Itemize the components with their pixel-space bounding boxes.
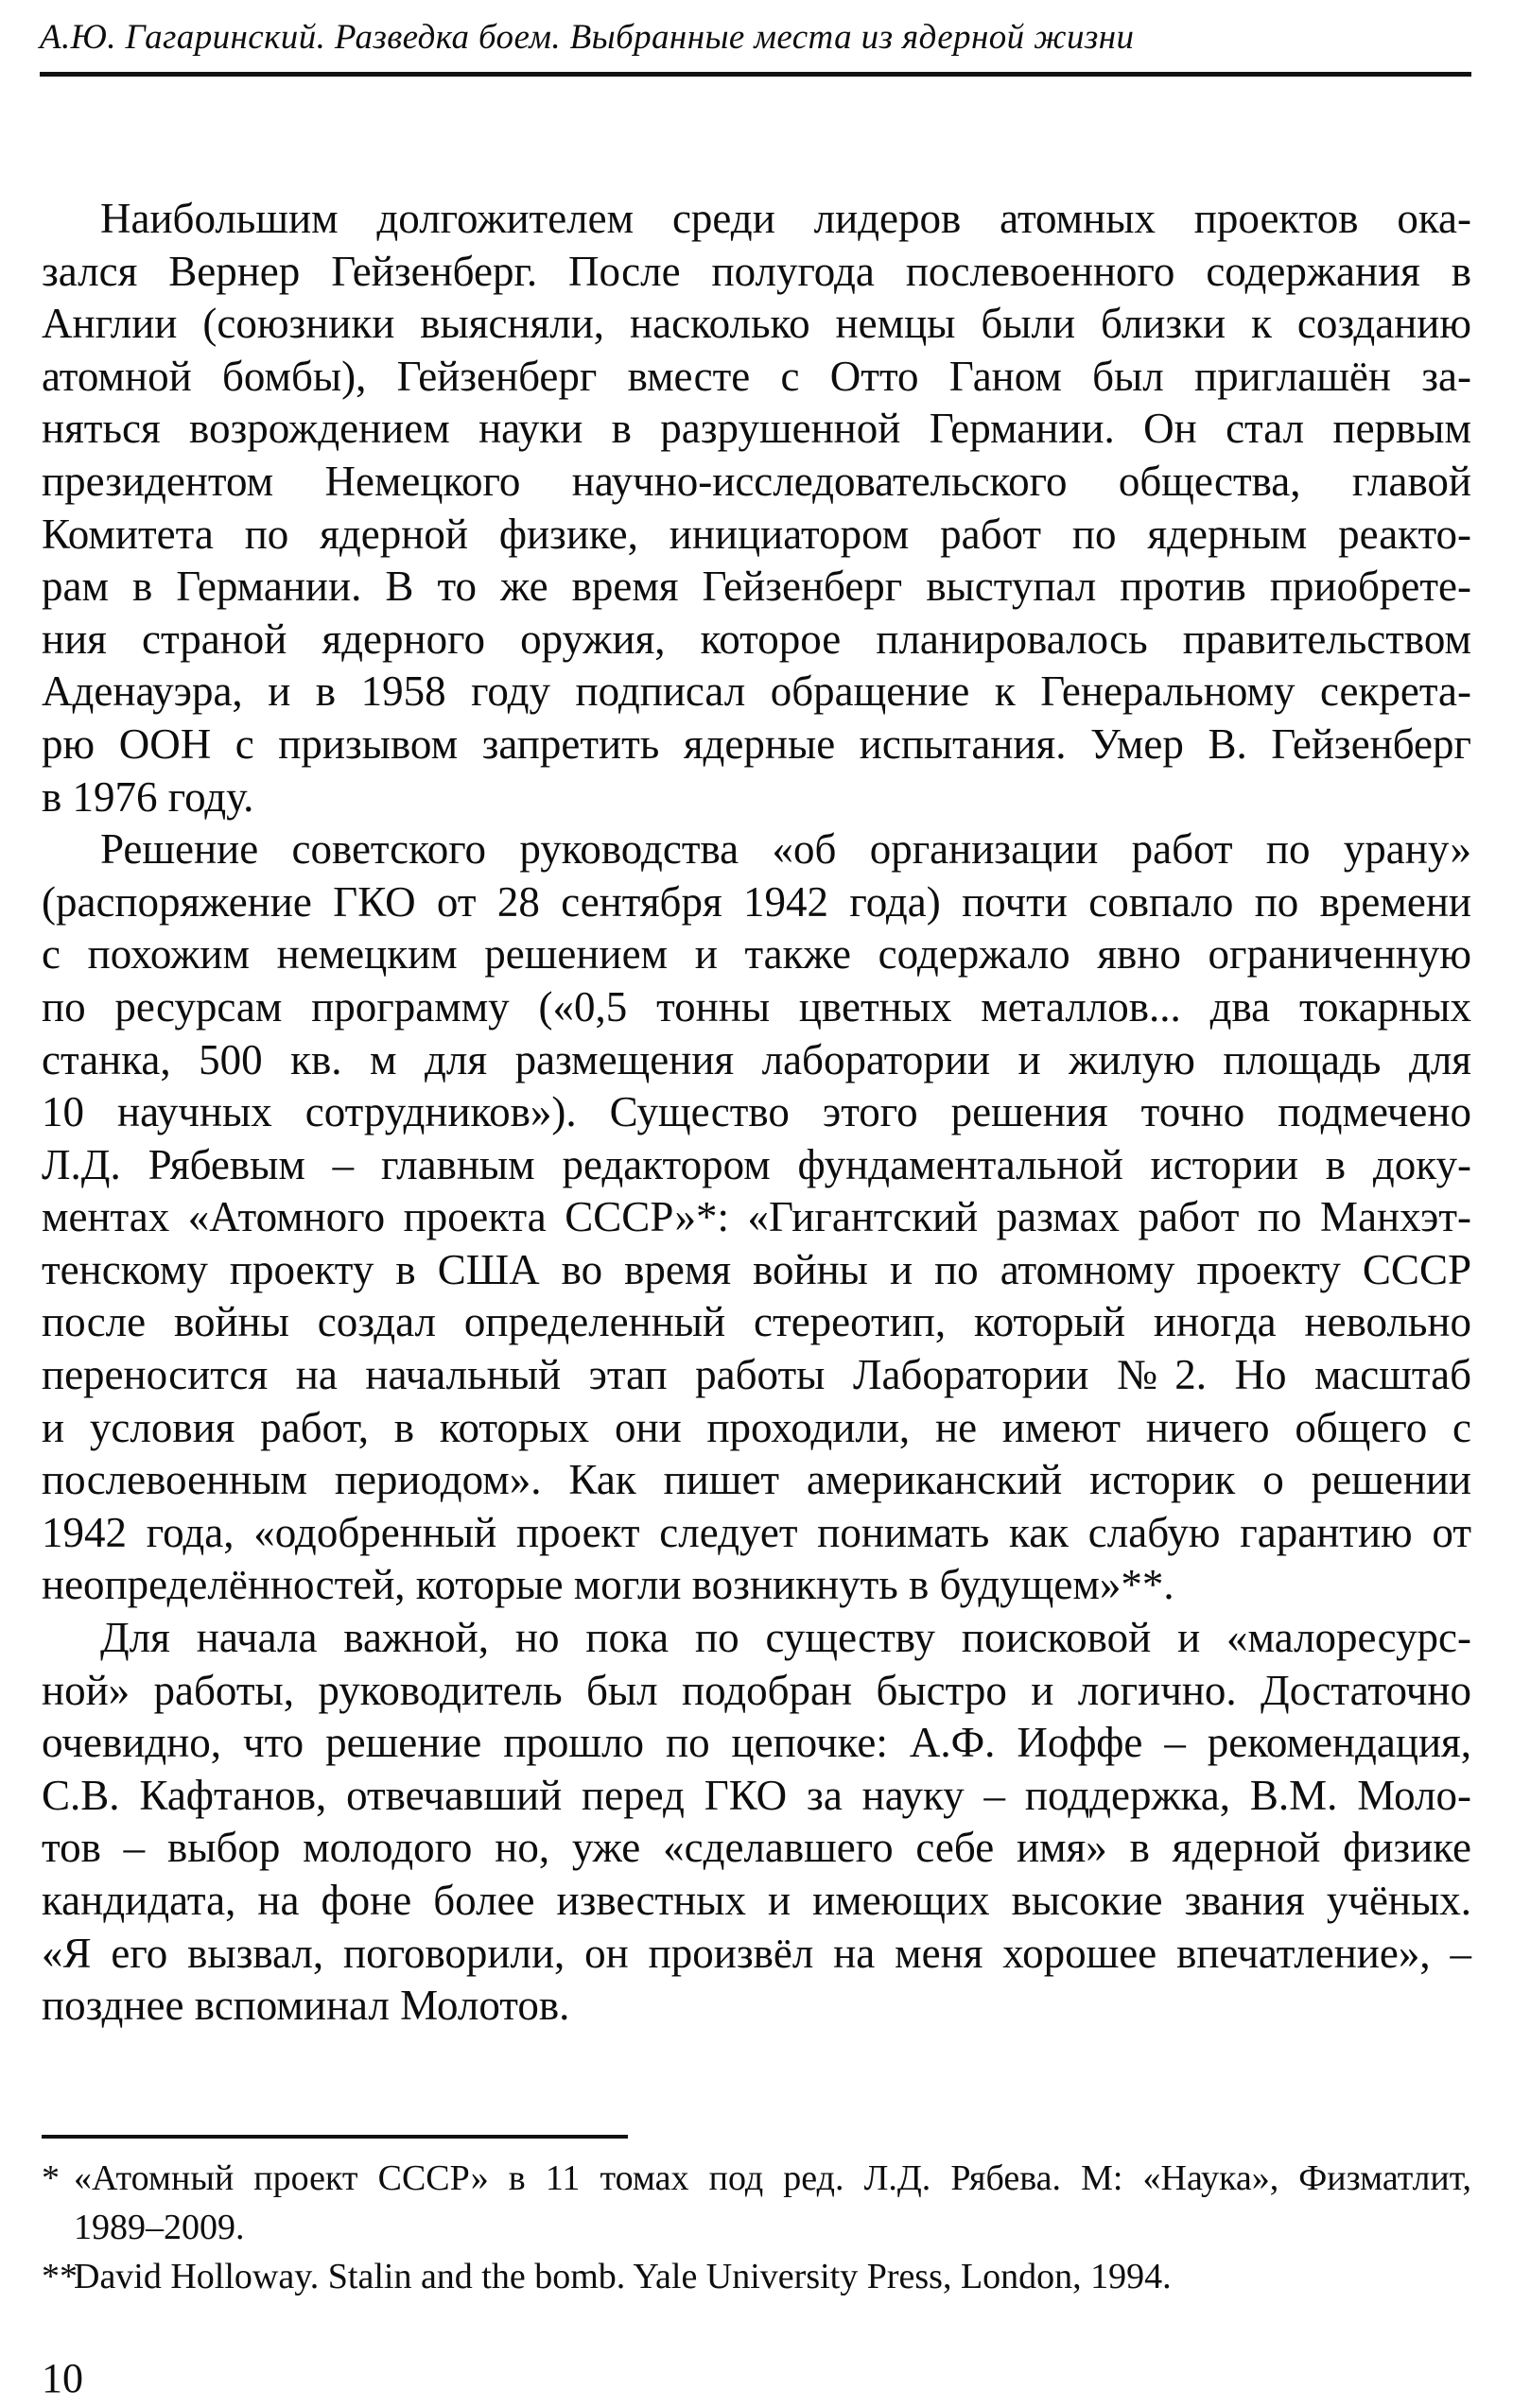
text-line: зался Вернер Гейзенберг. После полугода послевоенного содержания в [42, 247, 1471, 295]
footnote-1 [42, 2154, 1471, 2252]
text-line: няться возрождением науки в разрушенной Германии. Он стал первым [42, 405, 1471, 453]
text-line: Для начала важной, но пока по существу поисковой и «малоресурс- [100, 1614, 1471, 1662]
text-line: Аденауэра, и в 1958 году подписал обращение к Генеральному секрета- [42, 667, 1471, 716]
footnotes-section [42, 2135, 1471, 2301]
running-header: А.Ю. Гагаринский. Разведка боем. Выбранные места из ядерной жизни [40, 18, 1135, 57]
text-line: кандидата, на фоне более известных и имеющих высокие звания учёных. [42, 1877, 1471, 1924]
text-line: рю ООН с призывом запретить ядерные испытания. Умер В. Гейзенберг [42, 719, 1471, 768]
header-rule [40, 72, 1471, 77]
text-line: 10 научных сотрудников»). Существо этого решения точно подмечено [42, 1088, 1471, 1136]
text-line: по ресурсам программу («0,5 тонны цветных металлов... два токарных [42, 982, 1471, 1031]
text-line: с похожим немецким решением и также содержало явно ограниченную [42, 930, 1471, 979]
text-line: позднее вспоминал Молотов. [42, 1982, 570, 2030]
footnote-1-marker: * [42, 2158, 60, 2198]
page-number: 10 [42, 2355, 83, 2401]
text-line: Англии (союзники выясняли, насколько немцы были близки к созданию [42, 300, 1471, 348]
text-line: и условия работ, в которых они проходили, не имеют ничего общего с [42, 1403, 1471, 1451]
footnote-line: «Атомный проект СССР» в 11 томах под ред. Л.Д. Рябева. М: «Наука», Физматлит, [74, 2158, 1471, 2198]
text-line: тенскому проекту в США во время войны и по атомному проекту СССР [42, 1245, 1471, 1293]
footnote-1-text [74, 2154, 1471, 2252]
text-line: переносится на начальный этап работы Лаборатории №2. Но масштаб [42, 1351, 1471, 1399]
text-line: очевидно, что решение прошло по цепочке: А.Ф. Иоффе – рекомендация, [42, 1719, 1471, 1767]
text-line: атомной бомбы), Гейзенберг вместе с Отто Ганом был приглашён за- [42, 352, 1471, 400]
paragraph-1 [42, 193, 1471, 823]
text-line: после войны создал определенный стереотип, который иногда невольно [42, 1298, 1471, 1346]
footnote-2-marker: ** [42, 2257, 78, 2296]
paragraph-2 [42, 823, 1471, 1612]
text-line: Комитета по ядерной физике, инициатором работ по ядерным реакто- [42, 510, 1471, 558]
text-line: неопределённостей, которые могли возникнуть в будущем»**. [42, 1561, 1174, 1609]
footnote-rule [42, 2135, 628, 2139]
text-line: (распоряжение ГКО от 28 сентября 1942 года) почти совпало по времени [42, 877, 1471, 926]
text-line: рам в Германии. В то же время Гейзенберг выступал против приобрете- [42, 563, 1471, 611]
paragraph-3 [42, 1612, 1471, 2033]
text-line: послевоенным периодом». Как пишет американский историк о решении [42, 1456, 1471, 1504]
text-line: ния страной ядерного оружия, которое планировалось правительством [42, 615, 1471, 663]
text-line: ной» работы, руководитель был подобран быстро и логично. Достаточно [42, 1666, 1471, 1714]
text-line: С.В. Кафтанов, отвечавший перед ГКО за науку – поддержка, В.М. Моло- [42, 1771, 1471, 1819]
text-line: 1942 года, «одобренный проект следует понимать как слабую гарантию от [42, 1508, 1471, 1556]
text-line: станка, 500 кв. м для размещения лаборатории и жилую площадь для [42, 1035, 1471, 1083]
footnote-line: David Holloway. Stalin and the bomb. Yale University Press, London, 1994. [74, 2257, 1172, 2296]
body-text [42, 193, 1471, 2033]
text-line: Наибольшим долгожителем среди лидеров атомных проектов ока- [100, 195, 1471, 242]
text-line: ментах «Атомного проекта СССР»*: «Гигантский размах работ по Манхэт- [42, 1193, 1471, 1241]
footnote-2-text [74, 2252, 1471, 2301]
text-line: тов – выбор молодого но, уже «сделавшего себе имя» в ядерной физике [42, 1824, 1471, 1872]
footnote-2 [42, 2252, 1471, 2301]
text-line: Л.Д. Рябевым – главным редактором фундаментальной истории в доку- [42, 1140, 1471, 1188]
text-line: в 1976 году. [42, 772, 254, 821]
text-line: Решение советского руководства «об организации работ по урану» [100, 825, 1471, 874]
footnote-line: 1989–2009. [74, 2208, 245, 2247]
text-line: президентом Немецкого научно-исследовательского общества, главой [42, 457, 1471, 505]
text-line: «Я его вызвал, поговорили, он произвёл на меня хорошее впечатление», – [42, 1929, 1471, 1977]
